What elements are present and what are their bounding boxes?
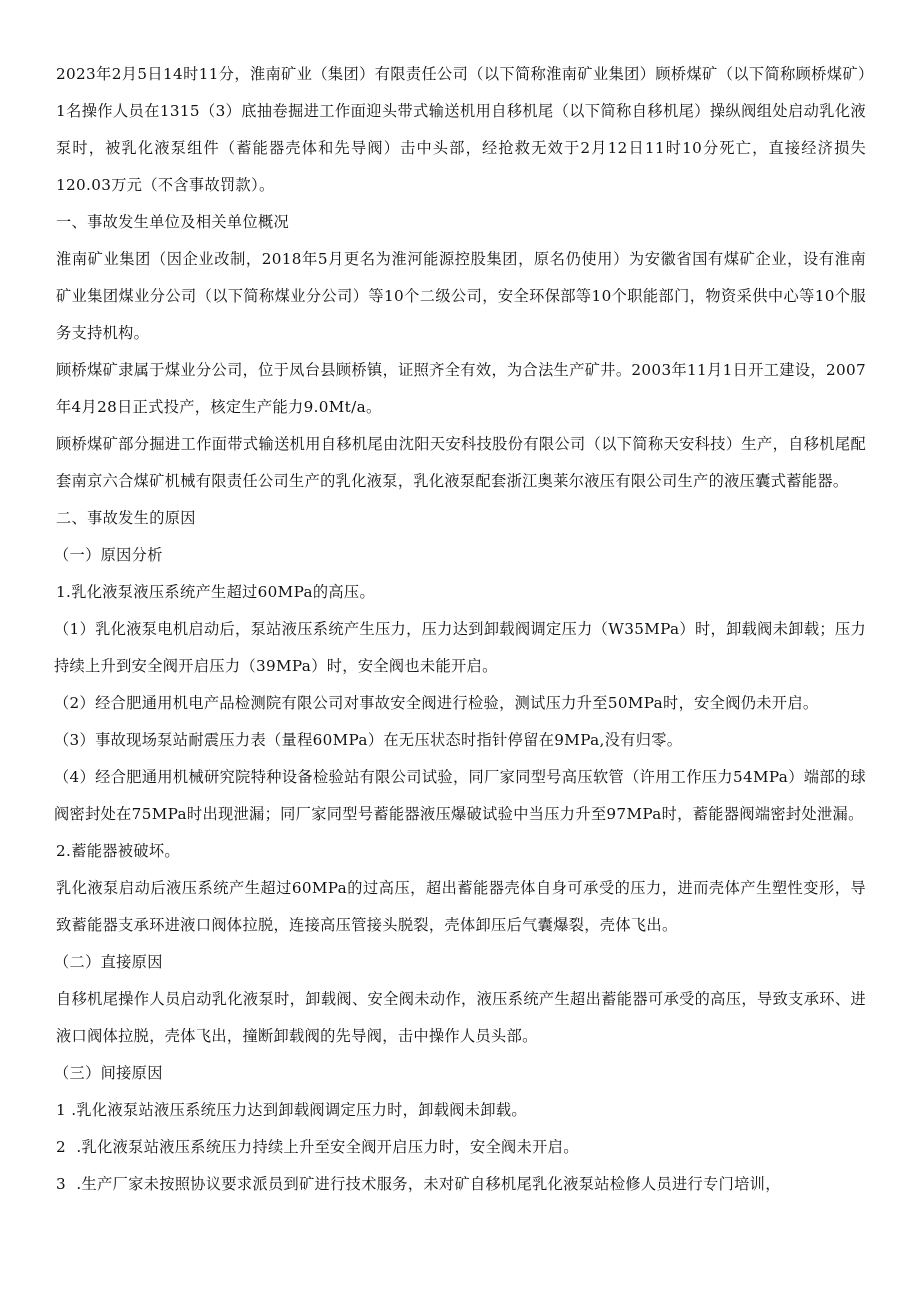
direct-cause-paragraph: 自移机尾操作人员启动乳化液泵时，卸载阀、安全阀未动作，液压系统产生超出蓄能器可承受的高压，导致支承环、进液口阀体拉脱，壳体飞出，撞断卸载阀的先导阀，击中操作人员头部。 bbox=[56, 990, 866, 1045]
list-item: 1 .乳化液泵站液压系统压力达到卸载阀调定压力时，卸载阀未卸载。 bbox=[56, 1101, 527, 1119]
equipment-overview-paragraph: 顾桥煤矿部分掘进工作面带式输送机用自移机尾由沈阳天安科技股份有限公司（以下简称天安科技）生产，自移机尾配套南京六合煤矿机械有限责任公司生产的乳化液泵，乳化液泵配套浙江奥莱尔液压有限公司生产的液压囊式蓄能器。 bbox=[56, 435, 866, 490]
list-item: 3 .生产厂家未按照协议要求派员到矿进行技术服务，未对矿自移机尾乳化液泵站检修人员进行专门培训， bbox=[56, 1175, 781, 1193]
list-item: 2.蓄能器被破坏。 bbox=[56, 842, 180, 860]
list-item: （1）乳化液泵电机启动后，泵站液压系统产生压力，压力达到卸载阀调定压力（W35MPa）时，卸载阀未卸载；压力持续上升到安全阀开启压力（39MPa）时，安全阀也未能开启。 bbox=[54, 620, 866, 675]
list-item: （3）事故现场泵站耐震压力表（量程60MPa）在无压状态时指针停留在9MPa,没有归零。 bbox=[54, 731, 683, 749]
subheading-indirect-cause: （三）间接原因 bbox=[54, 1064, 163, 1082]
mine-overview-paragraph: 顾桥煤矿隶属于煤业分公司，位于凤台县顾桥镇，证照齐全有效，为合法生产矿井。2003年11月1日开工建设，2007年4月28日正式投产，核定生产能力9.0Mt/a。 bbox=[56, 361, 866, 416]
list-item: 1.乳化液泵液压系统产生超过60MPa的高压。 bbox=[56, 583, 376, 601]
subheading-cause-analysis: （一）原因分析 bbox=[54, 546, 163, 564]
list-item: （2）经合肥通用机电产品检测院有限公司对事故安全阀进行检验，测试压力升至50MPa时，安全阀仍未开启。 bbox=[54, 694, 819, 712]
accident-summary-paragraph: 2023年2月5日14时11分，淮南矿业（集团）有限责任公司（以下简称淮南矿业集团）顾桥煤矿（以下简称顾桥煤矿）1名操作人员在1315（3）底抽卷掘进工作面迎头带式输送机用自移机尾（以下简称自移机尾）操纵阀组处启动乳化液泵时，被乳化液泵组件（蓄能器壳体和先导阀）击中头部，经抢救无效于2月12日11时10分死亡，直接经济损失120.03万元（不含事故罚款）。 bbox=[56, 65, 866, 194]
list-item: 2 .乳化液泵站液压系统压力持续上升至安全阀开启压力时，安全阀未开启。 bbox=[56, 1138, 579, 1156]
group-overview-paragraph: 淮南矿业集团（因企业改制，2018年5月更名为淮河能源控股集团，原名仍使用）为安徽省国有煤矿企业，设有淮南矿业集团煤业分公司（以下简称煤业分公司）等10个二级公司，安全环保部等10个职能部门，物资采供中心等10个服务支持机构。 bbox=[56, 250, 866, 342]
subheading-direct-cause: （二）直接原因 bbox=[54, 953, 163, 971]
accumulator-failure-paragraph: 乳化液泵启动后液压系统产生超过60MPa的过高压，超出蓄能器壳体自身可承受的压力，进而壳体产生塑性变形，导致蓄能器支承环进液口阀体拉脱，连接高压管接头脱裂，壳体卸压后气囊爆裂，壳体飞出。 bbox=[56, 879, 866, 934]
section-heading-units: 一、事故发生单位及相关单位概况 bbox=[56, 213, 290, 231]
list-item: （4）经合肥通用机械研究院特种设备检验站有限公司试验，同厂家同型号高压软管（许用工作压力54MPa）端部的球阀密封处在75MPa时出现泄漏；同厂家同型号蓄能器液压爆破试验中当压力升至97MPa时，蓄能器阀端密封处泄漏。 bbox=[54, 768, 866, 823]
section-heading-causes: 二、事故发生的原因 bbox=[56, 509, 196, 527]
